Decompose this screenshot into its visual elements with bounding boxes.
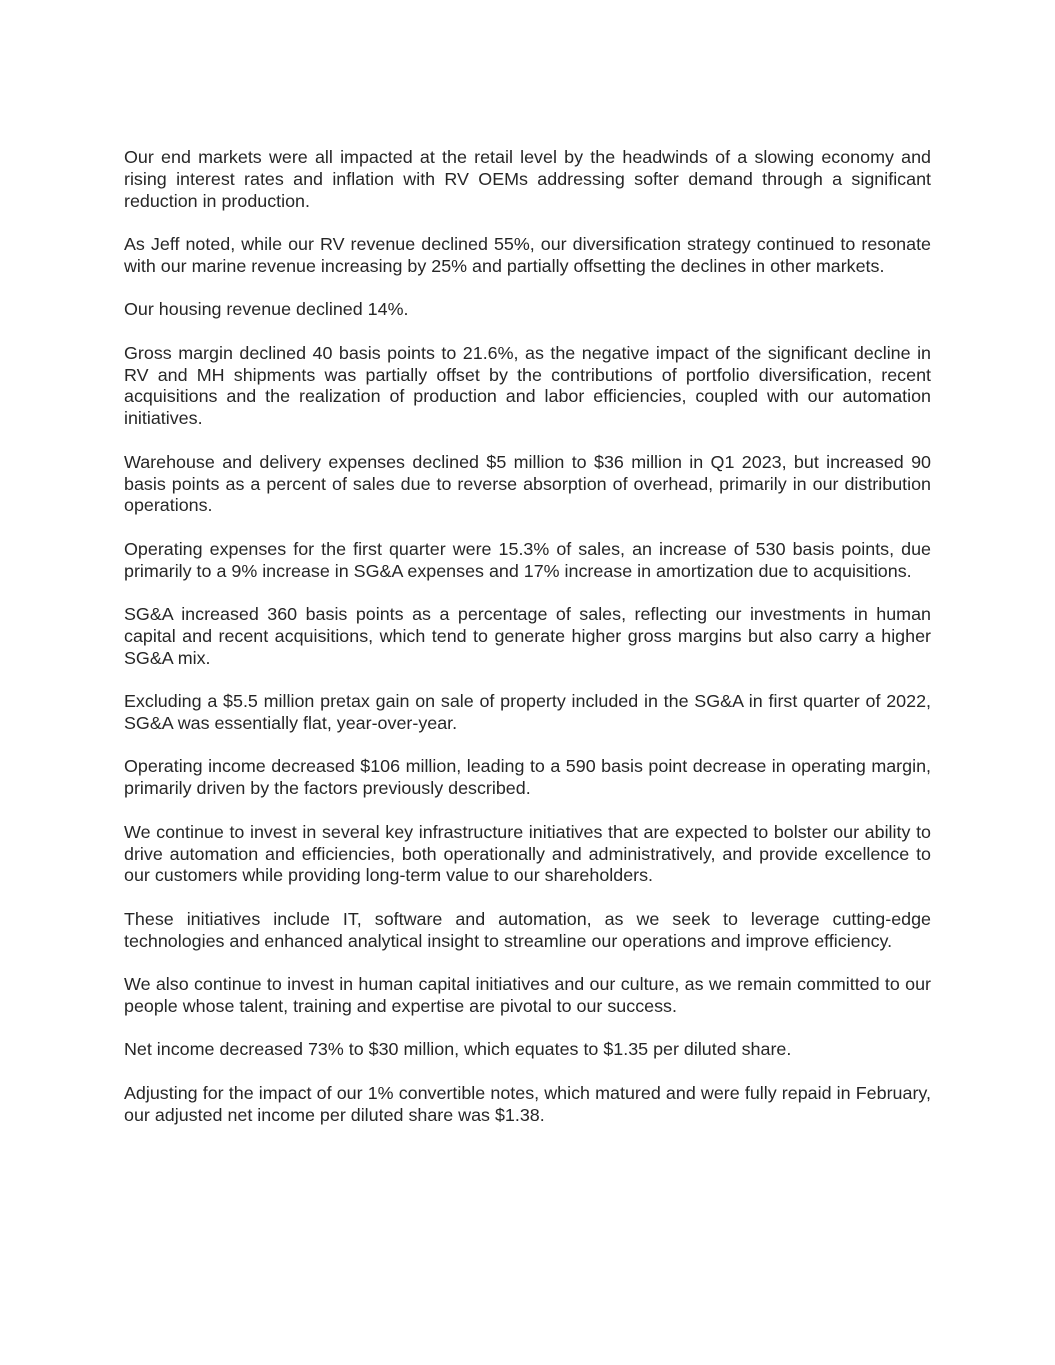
paragraph-housing-revenue: Our housing revenue declined 14%. (124, 299, 409, 320)
paragraph-human-capital: We also continue to invest in human capital initiatives and our culture, as we remain committed to our people whose talent, training and expertise are pivotal to our success. (124, 974, 931, 1016)
paragraph-infrastructure-initiatives: We continue to invest in several key infrastructure initiatives that are expected to bolster our ability to drive automation and efficiencies, both operationally and administratively, and provide excellence to our customers while providing long-term value to our shareholders. (124, 821, 931, 886)
paragraph-warehouse-delivery: Warehouse and delivery expenses declined $5 million to $36 million in Q1 2023, but increased 90 basis points as a percent of sales due to reverse absorption of overhead, primarily in our distribution operations. (124, 451, 931, 516)
document-body (124, 147, 931, 1126)
paragraph-sga-increase: SG&A increased 360 basis points as a percentage of sales, reflecting our investments in human capital and recent acquisitions, which tend to generate higher gross margins but also carry a higher SG&A mix. (124, 604, 931, 668)
paragraph-sga-excluding-gain: Excluding a $5.5 million pretax gain on sale of property included in the SG&A in first quarter of 2022, SG&A was essentially flat, year-over-year. (124, 691, 931, 733)
paragraph-adjusted-net-income: Adjusting for the impact of our 1% convertible notes, which matured and were fully repaid in February, our adjusted net income per diluted share was $1.38. (124, 1082, 931, 1125)
paragraph-operating-expenses: Operating expenses for the first quarter were 15.3% of sales, an increase of 530 basis points, due primarily to a 9% increase in SG&A expenses and 17% increase in amortization due to acquisitions. (124, 538, 931, 581)
paragraph-end-markets: Our end markets were all impacted at the retail level by the headwinds of a slowing economy and rising interest rates and inflation with RV OEMs addressing softer demand through a significant reduction in production. (124, 147, 931, 211)
paragraph-gross-margin: Gross margin declined 40 basis points to 21.6%, as the negative impact of the significant decline in RV and MH shipments was partially offset by the contributions of portfolio diversification, recent acquisitions and the realization of production and labor efficiencies, coupled with our automation initiatives. (124, 342, 931, 429)
paragraph-diversification: As Jeff noted, while our RV revenue declined 55%, our diversification strategy continued to resonate with our marine revenue increasing by 25% and partially offsetting the declines in other markets. (124, 234, 931, 276)
paragraph-it-software-automation: These initiatives include IT, software and automation, as we seek to leverage cutting-edge technologies and enhanced analytical insight to streamline our operations and improve efficiency. (124, 908, 931, 951)
paragraph-net-income: Net income decreased 73% to $30 million, which equates to $1.35 per diluted share. (124, 1039, 792, 1060)
paragraph-operating-income: Operating income decreased $106 million, leading to a 590 basis point decrease in operating margin, primarily driven by the factors previously described. (124, 756, 931, 799)
